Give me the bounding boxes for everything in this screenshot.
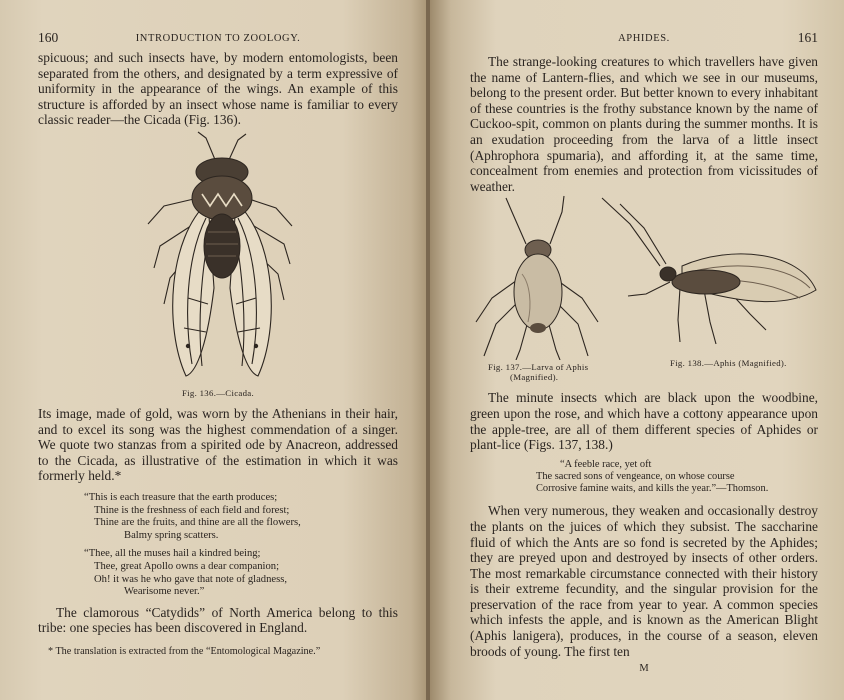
left-page-number: 160 bbox=[38, 30, 59, 45]
left-running-head bbox=[38, 30, 398, 50]
poem-line: Thine is the freshness of each field and forest; bbox=[94, 504, 290, 516]
poem-line: “This is each treasure that the earth produces; bbox=[84, 491, 278, 503]
aphis-illustrations bbox=[470, 194, 818, 360]
left-paragraph-2: Its image, made of gold, was worn by the Athenians in their hair, and to excel its song was the highest commendation of a singer. We quote two stanzas from a spirited ode by Anacreon, addressed to the Cicada, as illustrative of the estimation in which it was formerly held.* bbox=[38, 405, 398, 484]
figure-138-caption: Fig. 138.—Aphis (Magnified). bbox=[670, 358, 787, 369]
figure-136 bbox=[38, 128, 398, 398]
right-running-title: APHIDES. bbox=[618, 33, 670, 44]
right-page bbox=[430, 0, 844, 700]
right-paragraph-1: The strange-looking creatures to which travellers have given the name of Lantern-flies, and which we see in our museums, belong to the present order. But better known to every inhabitant of these countries is the frothy substance known by the name of Cuckoo-spit, common on plants during the summer months. It is an exudation proceeding from the larva of a little insect (Aphrophora spumaria), and affording it, at the same time, concealment from enemies and protection from vicissitudes of weather. bbox=[470, 54, 818, 194]
figure-137-caption bbox=[488, 362, 588, 382]
poem-line: “Thee, all the muses hail a kindred being; bbox=[84, 548, 261, 560]
quote-line: The sacred sons of vengeance, on whose course bbox=[536, 470, 735, 482]
cicada-illustration bbox=[38, 128, 398, 388]
figure-137-caption-line-1: Fig. 137.—Larva of Aphis bbox=[488, 362, 589, 373]
poem-line: Thee, great Apollo owns a dear companion; bbox=[94, 560, 280, 572]
signature-mark: M bbox=[639, 663, 649, 675]
anacreon-poem bbox=[84, 492, 398, 599]
poem-line: Balmy spring scatters. bbox=[124, 529, 219, 541]
right-page-number: 161 bbox=[797, 30, 818, 45]
thomson-quote bbox=[536, 459, 818, 496]
left-paragraph-3: The clamorous “Catydids” of North America belong to this tribe: one species has been discovered in England. bbox=[38, 604, 398, 636]
poem-line: Thine are the fruits, and thine are all the flowers, bbox=[94, 517, 301, 529]
left-paragraph-1: spicuous; and such insects have, by modern entomologists, been separated from the others, and designated by a term expressive of uniformity in the appearance of the wings. An example of this structure is afforded by an insect whose name is familiar to every classic reader—the Cicada (Fig. 136). bbox=[38, 50, 398, 128]
poem-line: Wearisome never.” bbox=[124, 586, 205, 598]
quote-line: Corrosive famine waits, and kills the year.”—Thomson. bbox=[536, 483, 769, 495]
quote-line: “A feeble race, yet oft bbox=[560, 458, 652, 470]
figures-137-138 bbox=[470, 194, 818, 384]
right-paragraph-3: When very numerous, they weaken and occasionally destroy the plants on the juices of which they subsist. The saccharine fluid of which the Ants are so fond is secreted by the Aphides; they are preyed upon and destroyed by insects of other orders. The most remarkable circumstance connected with their history is their extreme fecundity, and the singular provision for the preservation of the race from year to year. A common species which infests the apple, and is known as the American Blight (Aphis lanigera), produces, in the course of a season, eleven broods of young. The first ten bbox=[470, 503, 818, 659]
poem-line: Oh! it was he who gave that note of gladness, bbox=[94, 573, 287, 585]
right-paragraph-2: The minute insects which are black upon the woodbine, green upon the rose, and which have a cottony appearance upon the apple-tree, are all of them different species of Aphides or plant-lice (Figs. 137, 138.) bbox=[470, 390, 818, 453]
left-footnote: * The translation is extracted from the “Entomological Magazine.” bbox=[48, 645, 321, 657]
right-running-head bbox=[470, 30, 818, 50]
left-running-title: INTRODUCTION TO ZOOLOGY. bbox=[135, 33, 301, 44]
figure-136-caption: Fig. 136.—Cicada. bbox=[181, 387, 255, 398]
figure-137-caption-line-2: (Magnified). bbox=[510, 372, 559, 383]
